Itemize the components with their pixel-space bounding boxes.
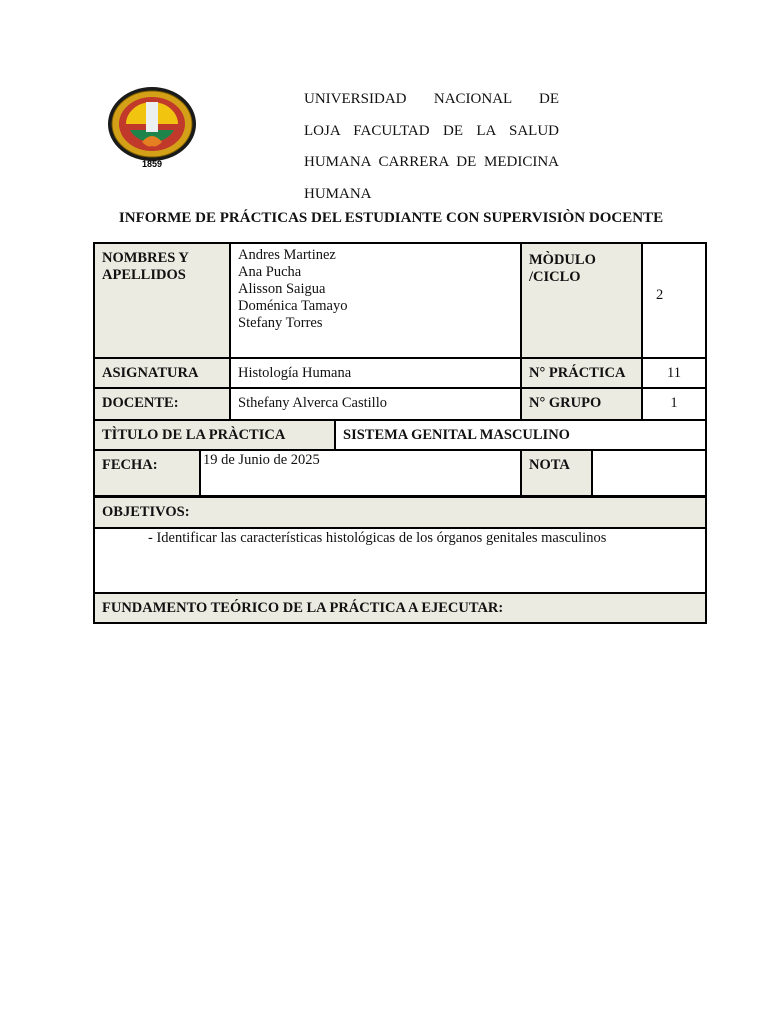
student-name: Ana Pucha [238,264,302,280]
report-title: INFORME DE PRÁCTICAS DEL ESTUDIANTE CON SUPERVISIÒN DOCENTE [118,210,664,226]
grade-value[interactable] [591,449,707,497]
header-line-4: HUMANA [304,185,372,202]
practice-number-value: 11 [641,357,707,389]
university-seal-logo [106,86,198,170]
practice-number-label: N° PRÁCTICA [520,357,643,389]
practice-title-value: SISTEMA GENITAL MASCULINO [334,419,707,451]
subject-value: Histología Humana [229,357,522,389]
teacher-label: DOCENTE: [93,387,231,421]
teacher-value: Sthefany Alverca Castillo [229,387,522,421]
student-name: Stefany Torres [238,315,323,331]
group-value: 1 [641,387,707,421]
module-value: 2 [641,242,707,359]
module-label: MÒDULO /CICLO [520,242,643,359]
subject-label: ASIGNATURA [93,357,231,389]
names-label: NOMBRES Y APELLIDOS [93,242,231,359]
date-value: 19 de Junio de 2025 [199,449,522,497]
student-name: Alisson Saigua [238,281,326,297]
header-line-2: LOJA FACULTAD DE LA SALUD [304,122,559,139]
date-label: FECHA: [93,449,201,497]
theory-label: FUNDAMENTO TEÓRICO DE LA PRÁCTICA A EJECUTAR: [93,592,707,624]
practice-title-label: TÌTULO DE LA PRÀCTICA [93,419,336,451]
university-header [304,84,559,210]
objectives-text: - Identificar las características histológicas de los órganos genitales masculinos [93,527,707,594]
grade-label: NOTA [520,449,593,497]
names-value [229,242,522,359]
student-name: Doménica Tamayo [238,298,348,314]
group-label: N° GRUPO [520,387,643,421]
svg-text:1859: 1859 [141,159,163,169]
header-line-3: HUMANA CARRERA DE MEDICINA [304,154,559,170]
objectives-label: OBJETIVOS: [93,496,707,529]
header-line-1: UNIVERSIDAD NACIONAL DE [304,91,559,107]
student-name: Andres Martinez [238,247,336,263]
